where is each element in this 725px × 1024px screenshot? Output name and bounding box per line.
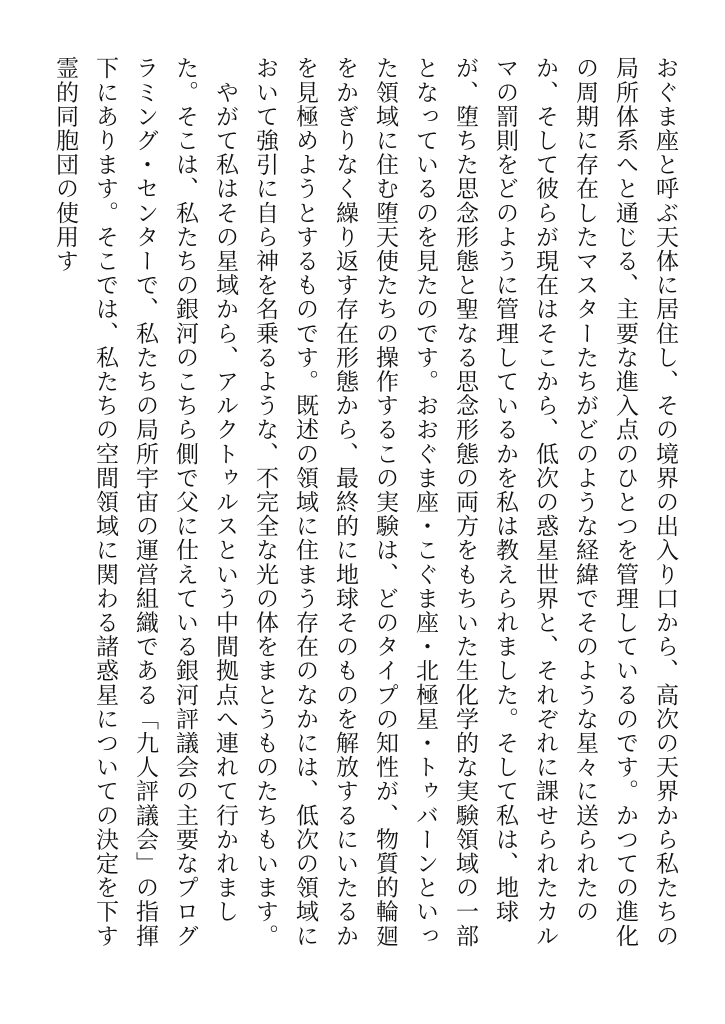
paragraph-1: おぐま座と呼ぶ天体に居住し、その境界の出入り口から、高次の天界から私たちの局所体系へと通じる、主要な進入点のひとつを管理しているのです。かつての進化の周期に存在したマスターたちがどのような経緯でそのような星々に送られたのか、そして彼らが現在はそこから、低次の惑星世界と、それぞれに課せられたカルマの罰則をどのように管理しているかを私は教えられました。そして私は、地球が、堕ちた思念形態と聖なる思念形態の両方をもちいた生化学的な実験領域の一部となっているのを見たのです。おおぐま座・こぐま座・北極星・トゥバーンといった領域に住む堕天使たちの操作するこの実験は、どのタイプの知性が、物質的輪廻をかぎりなく繰り返す存在形態から、最終的に地球そのものを解放するにいたるかを見極めようとするものです。既述の領域に住まう存在のなかには、低次の領域において強引に自ら神を名乗るような、不完全な光の体をまとうものたちもいます。 [252,56,678,948]
paragraph-2: やがて私はその星域から、アルクトゥルスという中間拠点へ連れて行かれました。そこは、私たちの銀河のこちら側で父に仕えている銀河評議会の主要なプログラミング・センターで、私たちの局所宇宙の運営組織である「九人評議会」の指揮下にあります。そこでは、私たちの空間領域に関わる諸惑星についての決定を下す霊的同胞団の使用す [52,56,238,948]
vertical-text-block [25,56,685,966]
